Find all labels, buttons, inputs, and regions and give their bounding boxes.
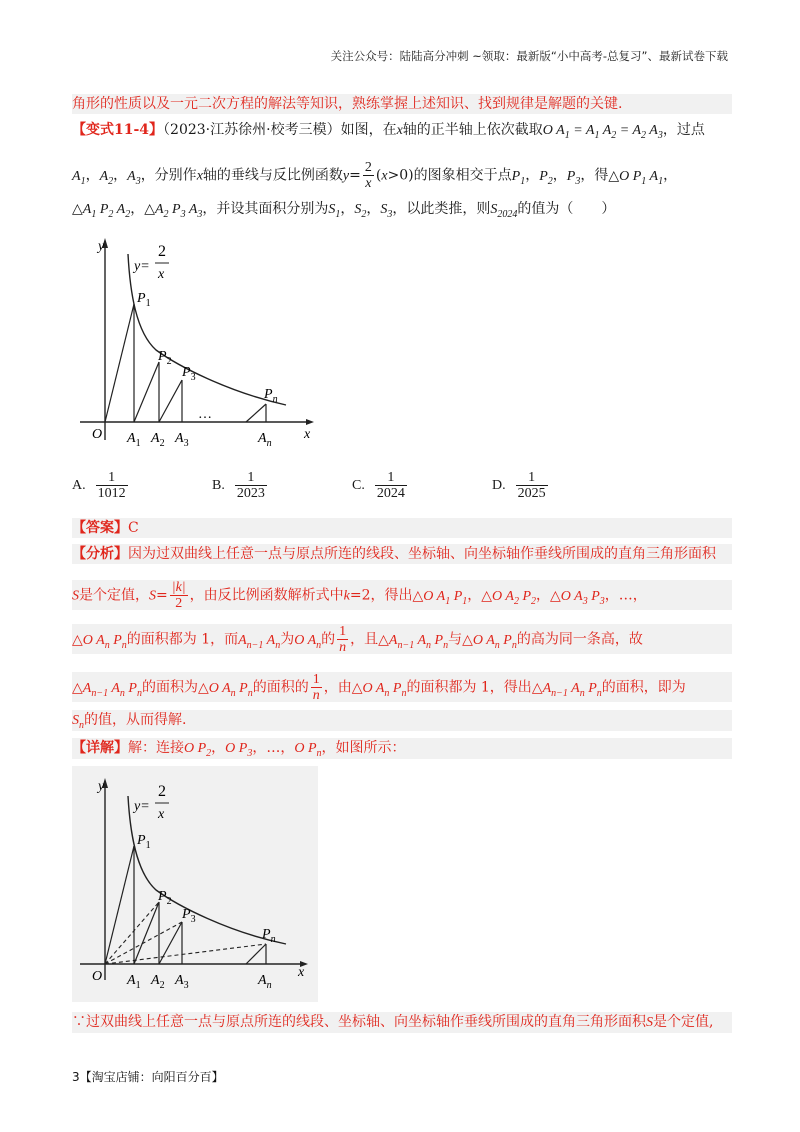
option-a[interactable]: A. $\frac{1}{1012}$ <box>72 470 126 501</box>
An-label: $A_n$ <box>258 973 272 991</box>
segment-A1-P2 <box>134 902 159 964</box>
ellipsis-label: … <box>198 407 212 422</box>
A3-label: $A_3$ <box>175 973 189 991</box>
x-axis-arrow-icon <box>306 419 314 425</box>
function-label: y= <box>134 799 150 814</box>
P2-label: $P_2$ <box>158 889 172 907</box>
P1-label: $P_1$ <box>137 833 151 851</box>
segment-A1-P2 <box>134 362 159 422</box>
question-line-1: 【变式11-4】（2023·江苏徐州·校考三模）如图，在x轴的正半轴上依次截取O $A_1 = A_1$ $A_2 = A_2$ $A_3$，过点 <box>72 122 705 141</box>
segment-A2-P3 <box>159 922 182 964</box>
y-axis-label: y <box>98 239 105 254</box>
analysis-line-4: $\triangle A_{n-1}$ $A_n$ $P_n$的面积为△O $A_n$ $P_n$的面积的 $\frac{1}{n}$ ，由△O $A_n$ $P_n$的面积都为 1，得出$\triangle A_{n-1}$ $A_n$ $P_n$的面积，即为 <box>72 672 732 702</box>
P3-label: $P_3$ <box>182 365 196 383</box>
figure-2 <box>78 772 318 994</box>
origin-label: O <box>92 427 103 442</box>
detail-line: 【详解】解：连接O $P_2$，O $P_3$，…，O $P_n$，如图所示： <box>72 738 732 759</box>
segment-A2-P3 <box>159 380 182 422</box>
segment-An-1-Pn <box>246 944 266 964</box>
because-line: ∵过双曲线上任意一点与原点所连的线段、坐标轴、向坐标轴作垂线所围成的直角三角形面积S是个定值, <box>72 1012 732 1033</box>
segment-O-P1 <box>105 304 134 422</box>
analysis-line-2: S是个定值，S= $\frac{|k|}{2}$ ，由反比例函数解析式中k=2，得出△O $A_1$ $P_1$，△O $A_2$ $P_2$，△O $A_3$ $P_3$，…， <box>72 580 732 610</box>
P3-label: $P_3$ <box>182 907 196 925</box>
question-line-2: $A_1$，$A_2$，$A_3$，分别作x轴的垂线与反比例函数y= $\frac{2}{x}$ (x>0)的图象相交于点$P_1$，$P_2$，$P_3$，得△O $P_1$ $A_1$， <box>72 160 678 191</box>
hyperbola-curve <box>128 796 286 944</box>
option-d[interactable]: D. $\frac{1}{2025}$ <box>492 470 546 501</box>
segment-An-1-Pn <box>246 404 266 422</box>
function-label: y= <box>134 259 150 274</box>
A3-label: $A_3$ <box>175 431 189 449</box>
A2-label: $A_2$ <box>151 973 165 991</box>
function-denominator: x <box>158 267 165 282</box>
P1-label: $P_1$ <box>137 291 151 309</box>
Pn-label: $P_n$ <box>262 927 276 945</box>
function-denominator: x <box>158 807 165 822</box>
intro-line: 角形的性质以及一元二次方程的解法等知识，熟练掌握上述知识、找到规律是解题的关键. <box>72 94 732 114</box>
analysis-line-3: △O $A_n$ $P_n$的面积都为 1，而$A_{n-1}$ $A_n$为O $A_n$的 $\frac{1}{n}$ ，且$\triangle A_{n-1}$ $A_n$ $P_n$与△O $A_n$ $P_n$的高为同一条高，故 <box>72 624 732 654</box>
question-function-fraction: $\frac{2}{x}$ <box>364 160 372 191</box>
analysis-line-1: 【分析】因为过双曲线上任意一点与原点所连的线段、坐标轴、向坐标轴作垂线所围成的直角三角形面积 <box>72 544 732 564</box>
Pn-label: $P_n$ <box>264 387 278 405</box>
y-axis-label: y <box>98 779 105 794</box>
analysis-line-5: $S_n$的值，从而得解. <box>72 710 732 731</box>
answer-value: C <box>128 520 139 536</box>
function-numerator: 2 <box>158 243 166 260</box>
function-numerator: 2 <box>158 783 166 800</box>
page-footer: 3【淘宝店铺：向阳百分百】 <box>72 1070 224 1084</box>
question-label: 【变式11-4】 <box>72 122 164 138</box>
segment-O-P1 <box>105 846 134 964</box>
A1-label: $A_1$ <box>127 431 141 449</box>
option-b[interactable]: B. $\frac{1}{2023}$ <box>212 470 265 501</box>
page-header: 关注公众号：陆陆高分冲刺 ~领取：最新版“小中高考-总复习”、最新试卷下载 <box>330 49 728 63</box>
question-line-3: $\triangle A_1$ $P_2$ $A_2$，$\triangle A_2$ $P_3$ $A_3$，并设其面积分别为$S_1$，$S_2$，$S_3$，以此类推，则$S_{2024}$的值为（ ） <box>72 201 616 220</box>
A2-label: $A_2$ <box>151 431 165 449</box>
hyperbola-curve <box>128 254 286 405</box>
A1-label: $A_1$ <box>127 973 141 991</box>
An-label: $A_n$ <box>258 431 272 449</box>
x-axis-label: x <box>304 427 311 442</box>
option-c[interactable]: C. $\frac{1}{2024}$ <box>352 470 405 501</box>
answer-line: 【答案】C <box>72 518 732 538</box>
x-axis-label: x <box>298 965 305 980</box>
P2-label: $P_2$ <box>158 349 172 367</box>
origin-label: O <box>92 969 103 984</box>
dashed-O-Pn <box>105 944 266 964</box>
figure-1 <box>78 232 318 454</box>
